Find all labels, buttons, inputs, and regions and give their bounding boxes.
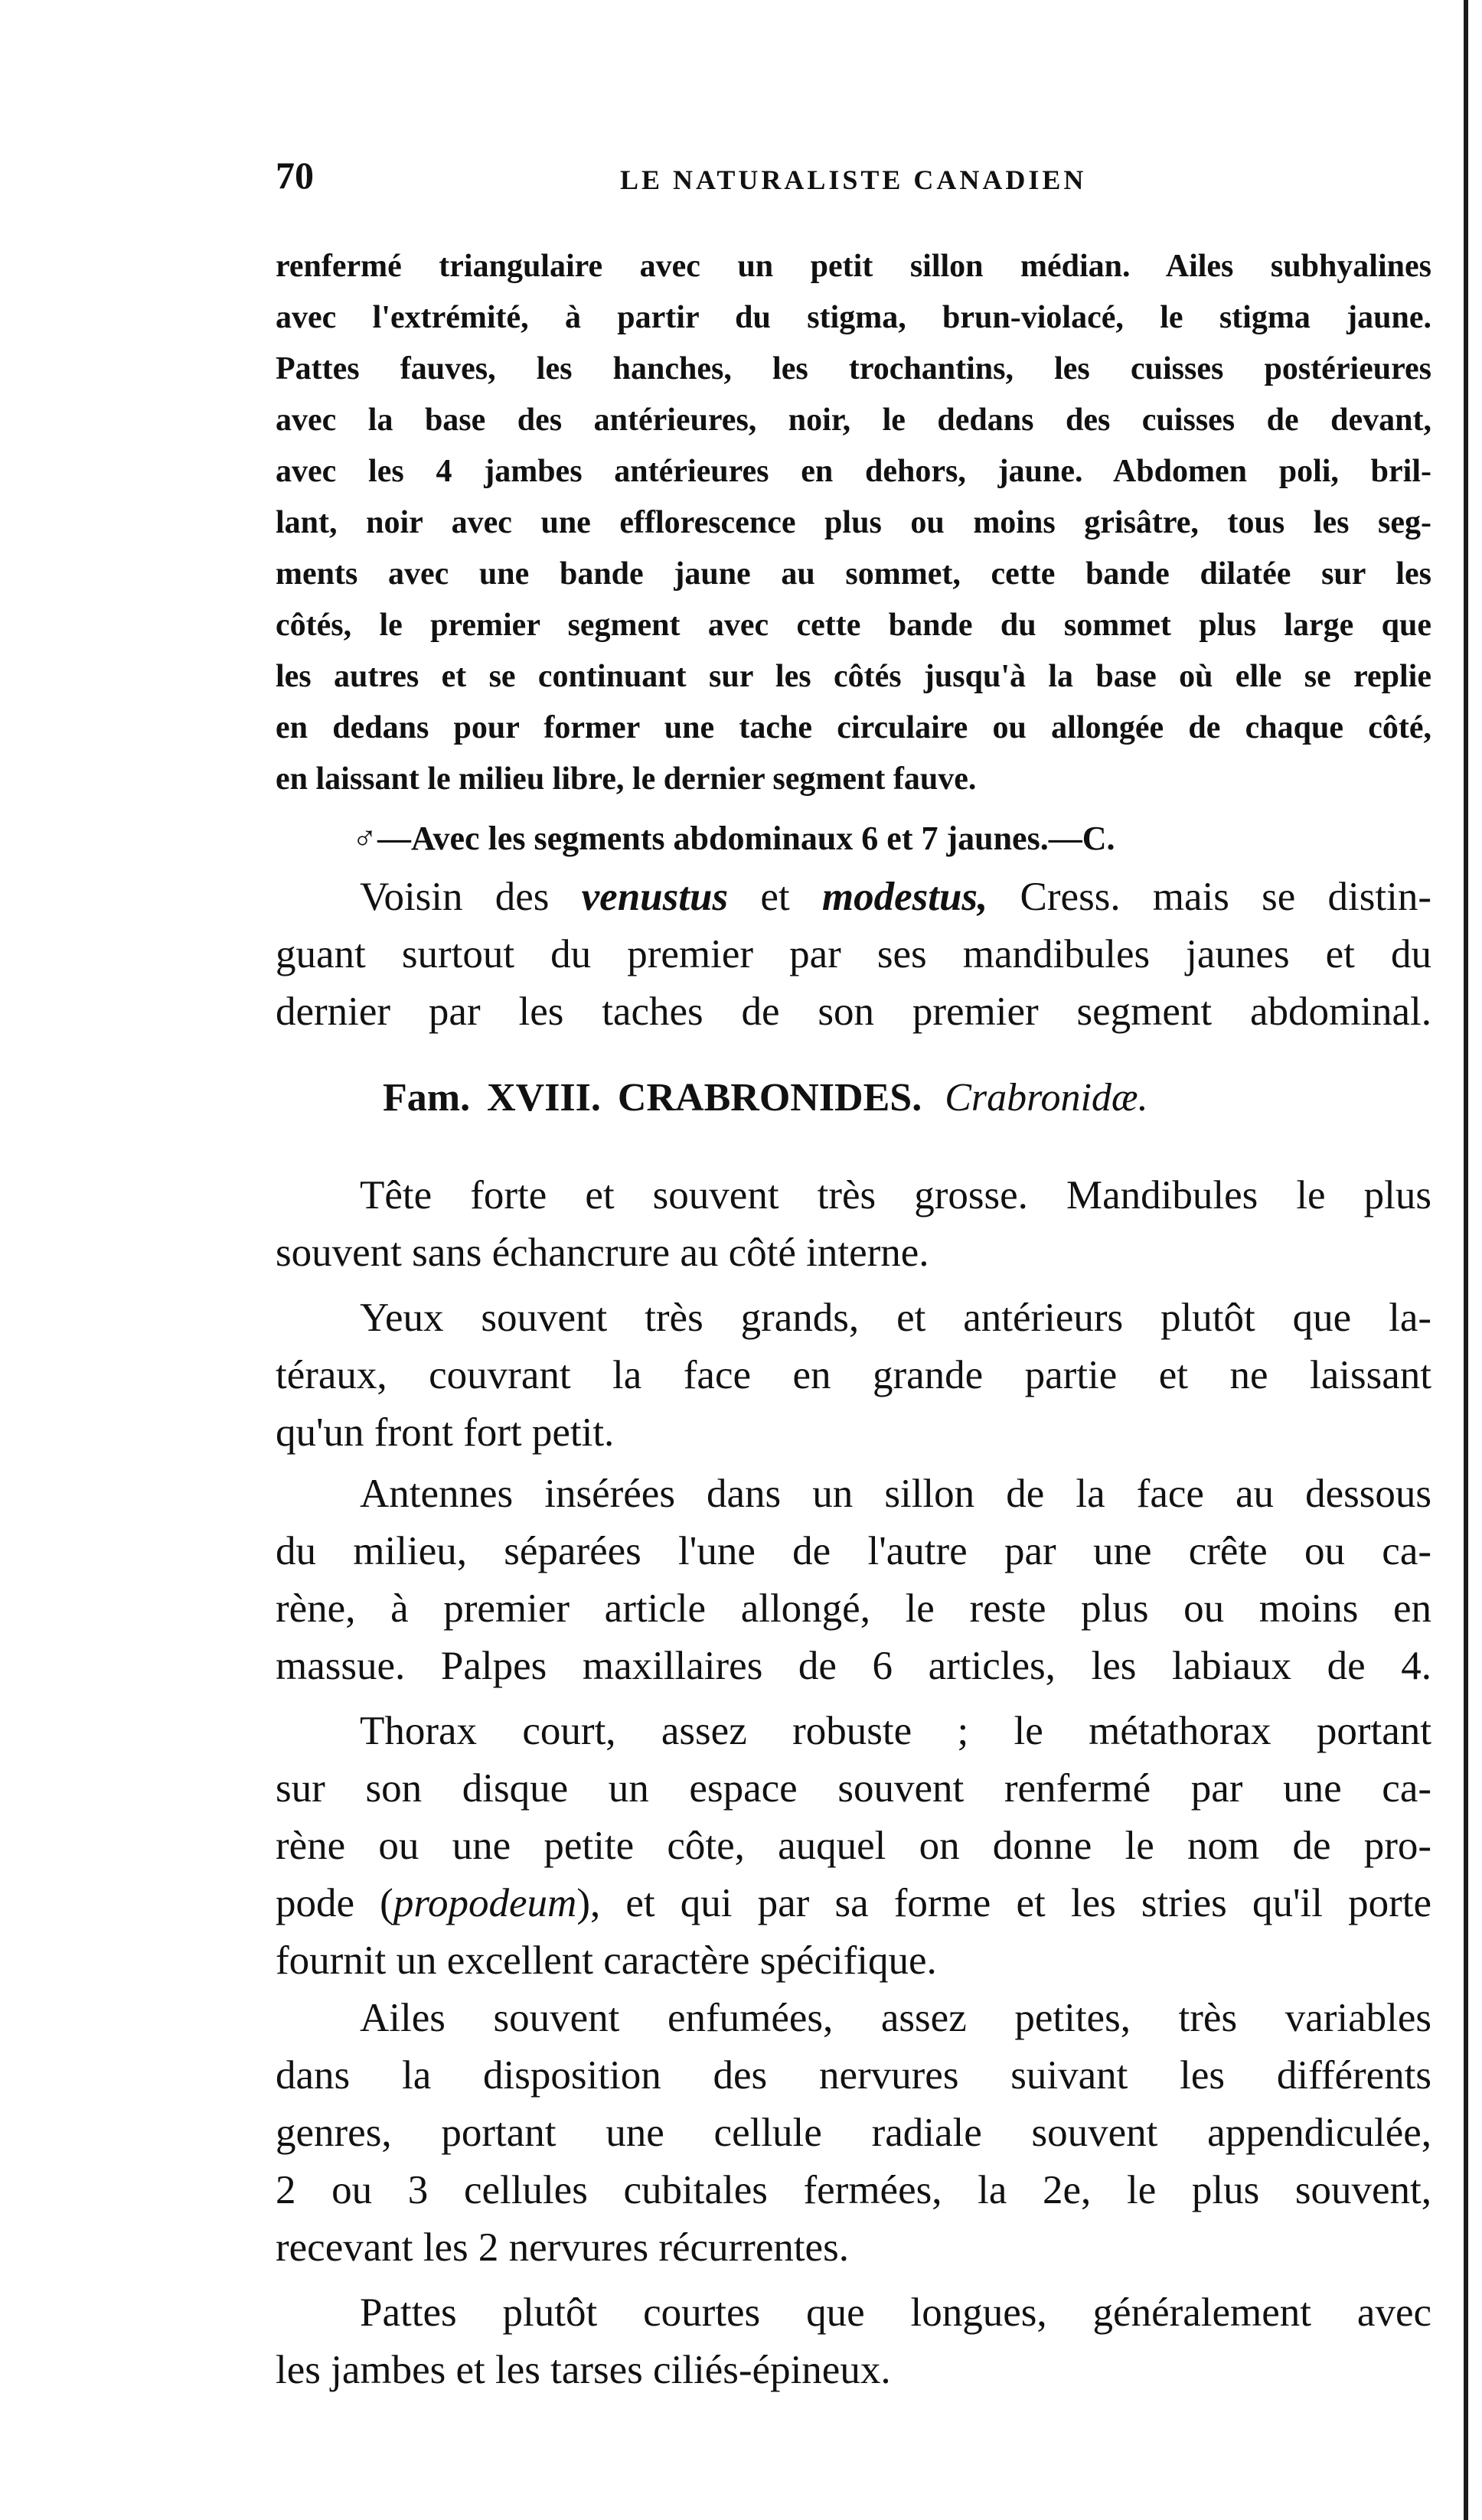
text-line: avec la base des antérieures, noir, le dedans des cuisses de devant, — [276, 403, 1431, 438]
text-line: ments avec une bande jaune au sommet, cette bande dilatée sur les — [276, 556, 1431, 592]
comparison-paragraph — [276, 869, 1431, 1041]
family-latin-name: Crabronidæ. — [945, 1076, 1148, 1120]
text-line: genres, portant une cellule radiale souvent appendiculée, — [276, 2111, 1431, 2155]
text-line: Tête forte et souvent très grosse. Mandibules le plus — [360, 1173, 1431, 1218]
male-note: ♂—Avec les segments abdominaux 6 et 7 jaunes.—C. — [352, 820, 1115, 857]
text-line: avec les 4 jambes antérieures en dehors, jaune. Abdomen poli, bril- — [276, 454, 1431, 489]
text-line: guant surtout du premier par ses mandibules jaunes et du — [276, 932, 1431, 976]
text-line: souvent sans échancrure au côté interne. — [276, 1231, 929, 1275]
text-line: Yeux souvent très grands, et antérieurs plutôt que la- — [360, 1296, 1431, 1340]
running-title: LE NATURALISTE CANADIEN — [620, 165, 1087, 195]
page-edge-rule — [1464, 0, 1468, 2520]
wings-paragraph — [276, 1990, 1431, 2277]
page-header — [276, 153, 1424, 207]
legs-paragraph — [276, 2284, 1431, 2399]
text-line: rène ou une petite côte, auquel on donne le nom de pro- — [276, 1824, 1431, 1868]
text-span: ), et qui par sa forme et les stries qu'il porte — [576, 1881, 1431, 1925]
text-span: Voisin des — [360, 875, 582, 919]
description-paragraph — [276, 241, 1431, 805]
text-line: 2 ou 3 cellules cubitales fermées, la 2e, le plus souvent, — [276, 2168, 1431, 2212]
text-line: en laissant le milieu libre, le dernier segment fauve. — [276, 761, 977, 797]
thorax-paragraph — [276, 1703, 1431, 1990]
text-span: et — [728, 875, 822, 919]
text-line: en dedans pour former une tache circulaire ou allongée de chaque côté, — [276, 710, 1431, 745]
text-line: Pattes fauves, les hanches, les trochantins, les cuisses postérieures — [276, 351, 1431, 386]
antennae-paragraph — [276, 1465, 1431, 1695]
text-line: côtés, le premier segment avec cette bande du sommet plus large que — [276, 608, 1431, 643]
text-line: avec l'extrémité, à partir du stigma, brun-violacé, le stigma jaune. — [276, 300, 1431, 335]
text-line: Pattes plutôt courtes que longues, généralement avec — [360, 2290, 1431, 2335]
text-line: dans la disposition des nervures suivant les différents — [276, 2053, 1431, 2098]
text-line: rène, à premier article allongé, le reste plus ou moins en — [276, 1586, 1431, 1631]
head-paragraph — [276, 1167, 1431, 1282]
text-line: Thorax court, assez robuste ; le métathorax portant — [360, 1709, 1431, 1753]
species-name-italic: venustus — [581, 875, 729, 919]
text-line: les autres et se continuant sur les côtés jusqu'à la base où elle se replie — [276, 659, 1431, 694]
page-number: 70 — [276, 154, 314, 197]
text-line — [276, 869, 1431, 926]
species-name-italic: modestus, — [821, 875, 988, 919]
text-line: les jambes et les tarses ciliés-épineux. — [276, 2348, 891, 2392]
text-line: du milieu, séparées l'une de l'autre par une crête ou ca- — [276, 1529, 1431, 1573]
text-line — [276, 1875, 1431, 1932]
text-line: dernier par les taches de son premier segment abdominal. — [276, 989, 1431, 1034]
text-line: massue. Palpes maxillaires de 6 articles, les labiaux de 4. — [276, 1644, 1431, 1688]
text-span: Cress. mais se distin- — [987, 875, 1431, 919]
term-italic: propodeum — [393, 1881, 577, 1925]
family-label: Fam. — [383, 1076, 471, 1120]
text-line: recevant les 2 nervures récurrentes. — [276, 2225, 849, 2270]
text-line: qu'un front fort petit. — [276, 1410, 615, 1455]
text-span: pode ( — [276, 1881, 393, 1925]
eyes-paragraph — [276, 1289, 1431, 1462]
text-line: sur son disque un espace souvent renfermé par une ca- — [276, 1766, 1431, 1811]
text-line: téraux, couvrant la face en grande partie et ne laissant — [276, 1353, 1431, 1397]
text-line: lant, noir avec une efflorescence plus ou moins grisâtre, tous les seg- — [276, 505, 1431, 540]
family-number: XVIII. — [487, 1076, 601, 1120]
text-line: Antennes insérées dans un sillon de la face au dessous — [360, 1472, 1431, 1516]
text-line: renfermé triangulaire avec un petit sillon médian. Ailes subhyalines — [276, 249, 1431, 284]
text-line: fournit un excellent caractère spécifique. — [276, 1938, 937, 1983]
text-line: Ailes souvent enfumées, assez petites, très variables — [360, 1996, 1431, 2040]
family-heading — [383, 1075, 1148, 1120]
family-name: CRABRONIDES. — [617, 1076, 922, 1120]
